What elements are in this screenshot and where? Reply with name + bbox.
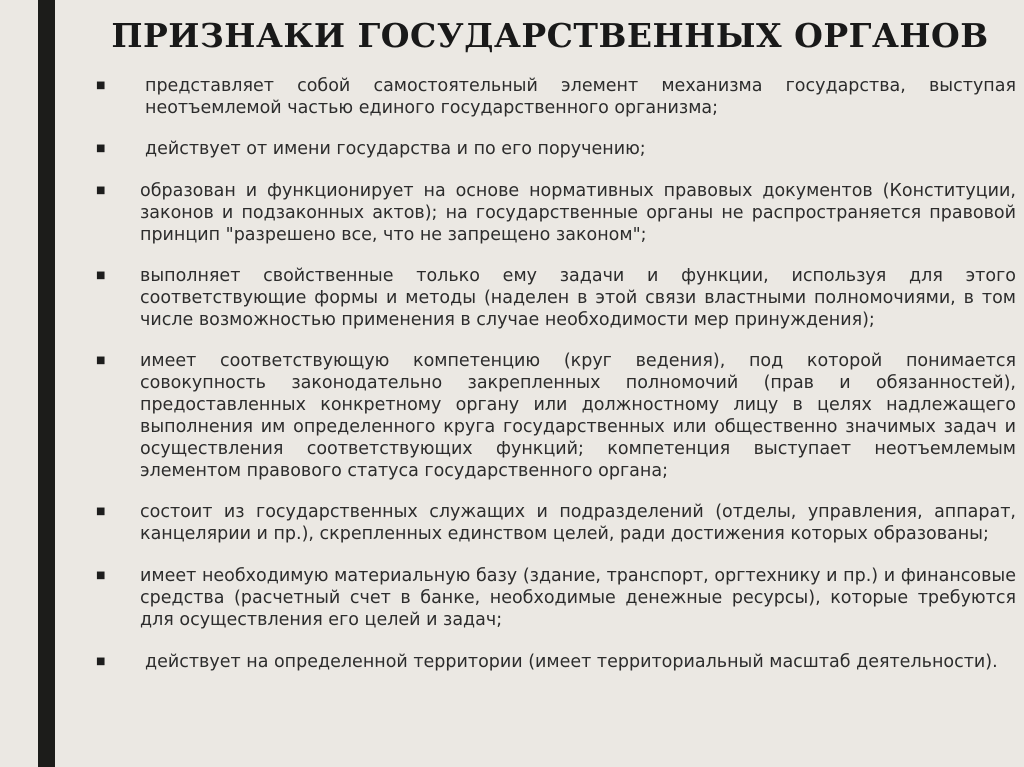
bullet-text: представляет собой самостоятельный элемент механизма государства, выступая неотъемлемой частью единого государственного организма;	[145, 76, 1016, 118]
list-item	[96, 651, 1016, 673]
square-bullet-icon: ■	[96, 506, 106, 517]
square-bullet-icon: ■	[96, 80, 106, 91]
square-bullet-icon: ■	[96, 185, 106, 196]
bullet-text: действует от имени государства и по его поручению;	[145, 139, 646, 159]
square-bullet-icon: ■	[96, 270, 106, 281]
bullet-text: состоит из государственных служащих и подразделений (отделы, управления, аппарат, канцелярии и пр.), скрепленных единством целей, ради достижения которых образованы;	[140, 502, 1016, 544]
list-item	[96, 75, 1016, 119]
list-item	[96, 138, 1016, 160]
slide-title: ПРИЗНАКИ ГОСУДАРСТВЕННЫХ ОРГАНОВ	[111, 16, 989, 55]
list-item	[96, 350, 1016, 482]
bullet-text: выполняет свойственные только ему задачи и функции, используя для этого соответствующие формы и методы (наделен в этой связи властными полномочиями, в том числе возможностью применения в случае необходимости мер принуждения);	[140, 266, 1016, 330]
bullet-text: имеет соответствующую компетенцию (круг ведения), под которой понимается совокупность законодательно закрепленных полномочий (прав и обязанностей), предоставленных конкретному органу или должностному лицу в целях надлежащего выполнения им определенного круга государственных или общественно значимых задач и осуществления соответствующих функций; компетенция выступает неотъемлемым элементом правового статуса государственного органа;	[140, 351, 1016, 481]
bullet-text: имеет необходимую материальную базу (здание, транспорт, оргтехнику и пр.) и финансовые средства (расчетный счет в банке, необходимые денежные ресурсы), которые требуются для осуществления его целей и задач;	[140, 566, 1016, 630]
square-bullet-icon: ■	[96, 570, 106, 581]
square-bullet-icon: ■	[96, 656, 106, 667]
square-bullet-icon: ■	[96, 143, 106, 154]
bullet-text: образован и функционирует на основе нормативных правовых документов (Конституции, законов и подзаконных актов); на государственные органы не распространяется правовой принцип "разрешено все, что не запрещено законом";	[140, 181, 1016, 245]
bullet-list	[96, 75, 1016, 673]
bullet-text: действует на определенной территории (имеет территориальный масштаб деятельности).	[145, 652, 998, 672]
left-accent-bar	[38, 0, 55, 767]
list-item	[96, 501, 1016, 545]
list-item	[96, 565, 1016, 631]
list-item	[96, 180, 1016, 246]
square-bullet-icon: ■	[96, 355, 106, 366]
list-item	[96, 265, 1016, 331]
